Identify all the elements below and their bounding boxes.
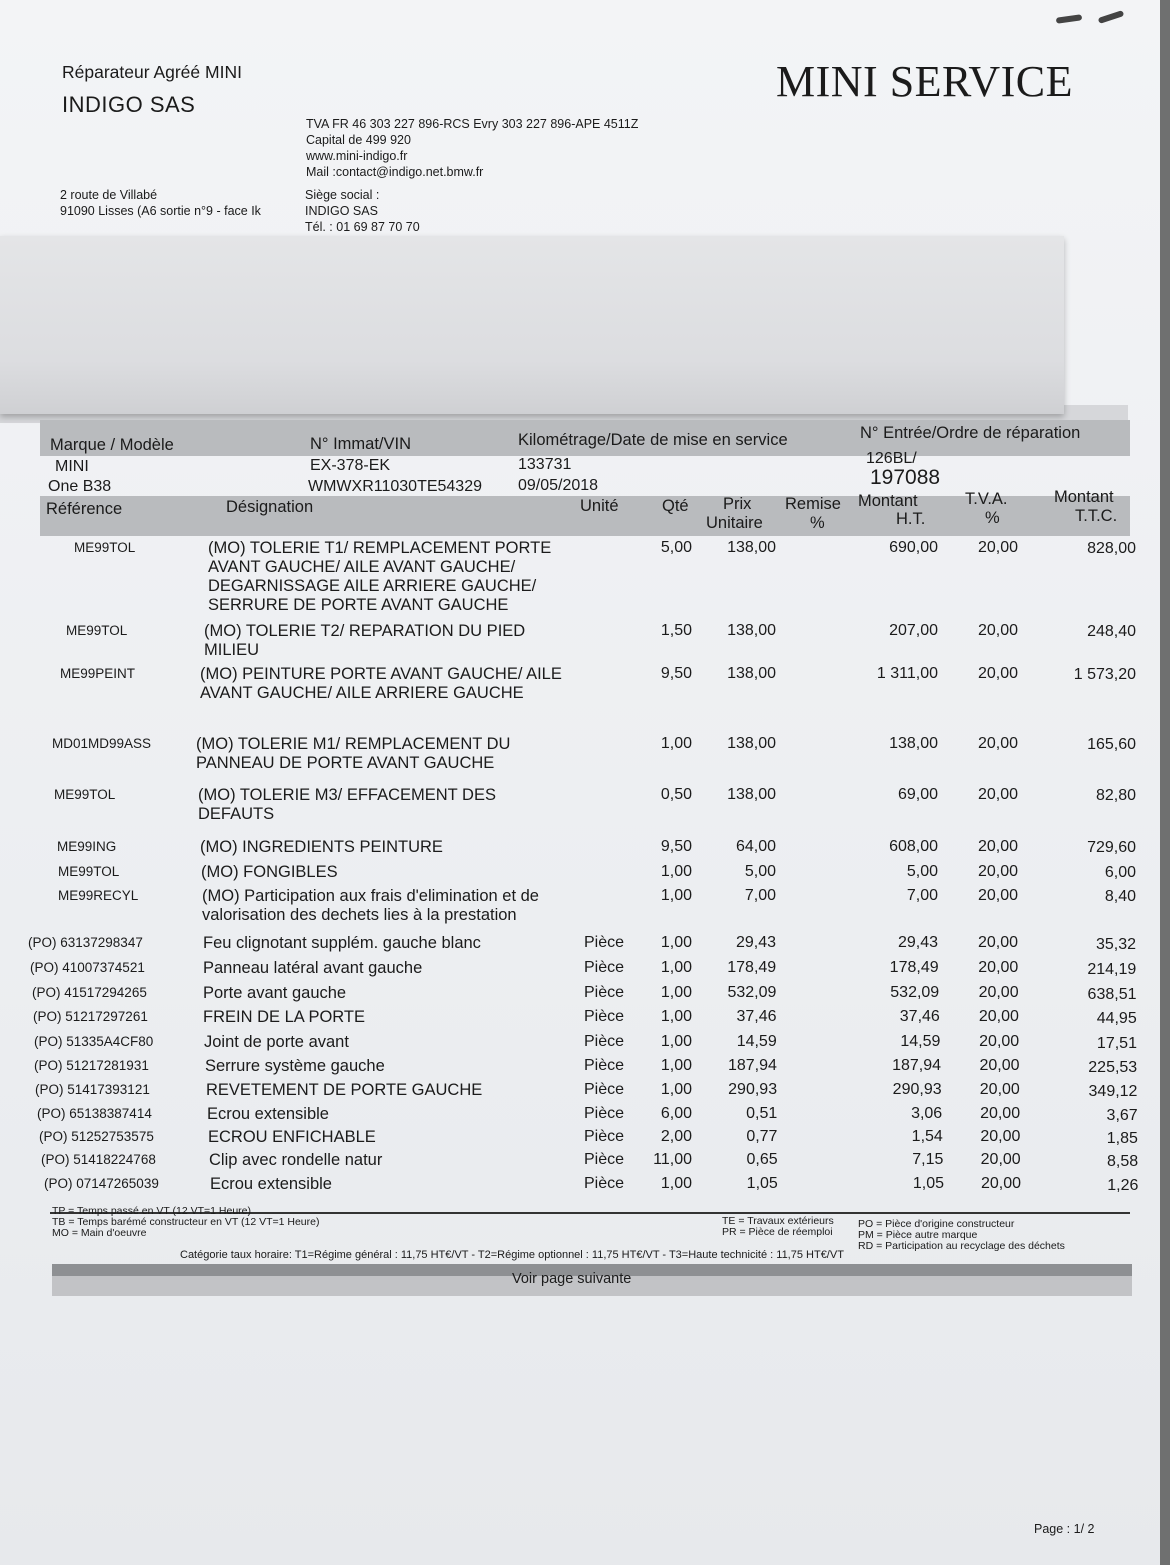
line-vat-rate: 20,00 [979,1057,1020,1074]
line-ref: (PO) 41007374521 [30,960,145,975]
line-vat-rate: 20,00 [979,1033,1020,1050]
line-unit-price: 138,00 [727,735,776,752]
col-tva-1: T.V.A. [965,490,1008,508]
line-amount-ttc: 165,60 [1087,736,1136,753]
line-unit-price: 14,59 [736,1033,777,1050]
line-unit: Pièce [584,1033,625,1050]
line-qty: 11,00 [653,1151,692,1168]
line-qty: 1,00 [660,934,692,951]
line-amount-ht: 1 311,00 [876,665,938,682]
line-designation: (MO) INGREDIENTS PEINTURE [200,838,443,856]
line-amount-ht: 138,00 [889,735,938,752]
line-amount-ttc: 1,85 [1106,1130,1138,1147]
line-vat-rate: 20,00 [978,984,1019,1001]
line-amount-ttc: 82,80 [1095,787,1136,804]
line-vat-rate: 20,00 [980,1151,1021,1168]
line-amount-ttc: 35,32 [1095,936,1136,953]
line-vat-rate: 20,00 [977,934,1018,951]
vehicle-immat: EX-378-EK [310,457,391,474]
col-designation: Désignation [226,498,314,516]
col-ttc-1: Montant [1054,488,1114,506]
line-qty: 1,00 [660,1033,692,1050]
line-unit: Pièce [584,984,625,1001]
line-unit: Pièce [584,1151,625,1168]
line-vat-rate: 20,00 [978,1008,1019,1025]
line-vat-rate: 20,00 [977,622,1018,639]
line-designation: (MO) TOLERIE T1/ REMPLACEMENT PORTE AVANT GAUCHE/ AILE AVANT GAUCHE/ DEGARNISSAGE AILE ARRIERE GAUCHE/ SERRURE DE PORTE AVANT GAUCHE [208,539,552,614]
km-label: Kilométrage/Date de mise en service [518,431,788,449]
line-vat-rate: 20,00 [977,665,1018,682]
line-unit: Pièce [584,959,625,976]
company-name: INDIGO SAS [62,92,196,117]
line-designation: Joint de porte avant [204,1033,349,1051]
line-vat-rate: 20,00 [977,539,1018,556]
line-amount-ht: 690,00 [889,539,938,556]
line-unit-price: 0,65 [746,1151,778,1168]
line-unit-price: 187,94 [727,1057,777,1074]
line-unit-price: 1,05 [746,1175,778,1192]
line-vat-rate: 20,00 [977,838,1018,855]
line-designation: (MO) TOLERIE M3/ EFFACEMENT DES DEFAUTS [198,786,496,823]
order-number: 197088 [870,466,941,489]
line-unit: Pièce [584,1081,625,1098]
repairer-label: Réparateur Agréé MINI [62,62,242,82]
order-label: N° Entrée/Ordre de réparation [860,424,1081,442]
immat-label: N° Immat/VIN [310,435,412,453]
line-vat-rate: 20,00 [980,1128,1021,1145]
line-amount-ttc: 44,95 [1096,1010,1137,1027]
service-date: 09/05/2018 [518,477,599,494]
line-designation: REVETEMENT DE PORTE GAUCHE [206,1081,483,1099]
brand-title: MINI SERVICE [776,57,1074,106]
line-unit-price: 178,49 [727,959,777,976]
line-qty: 9,50 [660,665,692,682]
line-vat-rate: 20,00 [977,887,1018,904]
line-unit-price: 64,00 [735,838,776,855]
line-unit: Pièce [584,1175,625,1192]
vehicle-km: 133731 [518,456,572,473]
line-amount-ht: 532,09 [890,984,940,1001]
line-designation: FREIN DE LA PORTE [203,1008,365,1026]
line-ref: ME99ING [57,839,117,854]
line-unit: Pièce [584,934,625,951]
col-ht-1: Montant [858,492,918,510]
line-amount-ht: 14,59 [900,1033,941,1050]
line-vat-rate: 20,00 [977,786,1018,803]
legend-time: TP = Temps passé en VT (12 VT=1 Heure) TB = Temps barémé constructeur en VT (12 VT=1 Heure) MO = Main d'oeuvre [52,1205,320,1239]
address: 2 route de Villabé 91090 Lisses (A6 sortie n°9 - face Ik [60,188,261,218]
line-unit: Pièce [584,1008,625,1025]
line-unit-price: 138,00 [727,539,776,556]
model-label: Marque / Modèle [50,436,174,454]
line-qty: 6,00 [660,1105,692,1122]
line-qty: 1,00 [660,984,692,1001]
line-vat-rate: 20,00 [980,1175,1021,1192]
line-amount-ttc: 1,26 [1107,1177,1139,1194]
line-unit-price: 0,51 [746,1105,778,1122]
line-designation: (MO) PEINTURE PORTE AVANT GAUCHE/ AILE AVANT GAUCHE/ AILE ARRIERE GAUCHE [200,665,562,702]
hourly-rate-categories: Catégorie taux horaire: T1=Régime général : 11,75 HT€/VT - T2=Régime optionnel : 11,75 HT€/VT - T3=Haute technicité : 11,75 HT€/VT [180,1249,844,1261]
line-vat-rate: 20,00 [977,863,1018,880]
line-qty: 9,50 [660,838,692,855]
line-amount-ttc: 8,40 [1104,888,1136,905]
line-amount-ht: 290,93 [892,1081,942,1098]
line-designation: Feu clignotant supplém. gauche blanc [203,934,481,952]
line-ref: ME99PEINT [60,666,136,681]
line-unit-price: 138,00 [727,786,776,803]
col-tva-2: % [985,509,1000,527]
vehicle-model: One B38 [48,478,112,495]
col-discount-1: Remise [785,495,841,513]
vehicle-vin: WMWXR11030TE54329 [308,478,482,495]
col-price-1: Prix [723,495,752,513]
line-qty: 1,50 [660,622,692,639]
line-amount-ht: 1,54 [911,1128,943,1145]
line-qty: 1,00 [660,1081,692,1098]
line-unit-price: 532,09 [727,984,777,1001]
vehicle-make: MINI [55,458,89,475]
head-office: Siège social : INDIGO SAS Tél. : 01 69 87 70 70 [305,188,420,234]
line-amount-ht: 29,43 [897,934,938,951]
line-ref: (PO) 51252753575 [39,1129,154,1144]
col-unit: Unité [580,497,619,515]
col-price-2: Unitaire [706,514,763,532]
line-ref: (PO) 51417393121 [35,1082,150,1097]
line-vat-rate: 20,00 [977,735,1018,752]
line-designation: Ecrou extensible [210,1175,332,1193]
line-designation: Clip avec rondelle natur [209,1151,383,1169]
line-qty: 1,00 [660,863,692,880]
line-amount-ht: 7,15 [912,1151,944,1168]
line-amount-ttc: 729,60 [1087,839,1136,856]
line-ref: (PO) 41517294265 [32,985,147,1000]
line-ref: ME99TOL [74,540,136,555]
line-designation: (MO) FONGIBLES [201,863,338,881]
line-qty: 1,00 [660,1008,692,1025]
line-amount-ttc: 248,40 [1087,623,1136,640]
line-qty: 2,00 [660,1128,692,1145]
line-unit-price: 7,00 [744,887,776,904]
line-ref: (PO) 51217281931 [34,1058,149,1073]
next-page-notice: Voir page suivante [512,1271,632,1287]
line-amount-ttc: 8,58 [1107,1153,1139,1170]
line-qty: 1,00 [660,959,692,976]
line-vat-rate: 20,00 [980,1105,1021,1122]
line-ref: (PO) 51335A4CF80 [34,1034,154,1049]
line-designation: (MO) TOLERIE T2/ REPARATION DU PIED MILIEU [204,622,526,659]
line-amount-ht: 5,00 [906,863,938,880]
line-ref: ME99RECYL [58,888,139,903]
legal-info: TVA FR 46 303 227 896-RCS Evry 303 227 896-APE 4511Z Capital de 499 920 www.mini-indigo.fr Mail :contact@indigo.net.bmw.fr [306,117,639,179]
line-amount-ht: 3,06 [911,1105,943,1122]
line-qty: 0,50 [660,786,692,803]
col-ref: Référence [46,500,123,518]
line-amount-ht: 37,46 [899,1008,940,1025]
folded-page-flap [0,236,1064,414]
line-unit-price: 37,46 [736,1008,777,1025]
line-amount-ht: 1,05 [912,1175,944,1192]
line-qty: 5,00 [660,539,692,556]
line-amount-ht: 178,49 [889,959,939,976]
line-amount-ttc: 349,12 [1088,1083,1138,1100]
line-designation: Panneau latéral avant gauche [203,959,423,977]
line-amount-ht: 608,00 [889,838,938,855]
line-qty: 1,00 [660,1175,692,1192]
line-amount-ttc: 225,53 [1088,1059,1138,1076]
line-unit-price: 138,00 [727,665,776,682]
line-ref: ME99TOL [54,787,116,802]
line-unit: Pièce [584,1057,625,1074]
line-designation: Serrure système gauche [205,1057,385,1075]
line-amount-ht: 7,00 [906,887,938,904]
line-ref: (PO) 07147265039 [44,1176,159,1191]
col-discount-2: % [810,514,825,532]
line-designation: Ecrou extensible [207,1105,329,1123]
line-amount-ttc: 1 573,20 [1073,666,1136,683]
legend-parts: PO = Pièce d'origine constructeur PM = Pièce autre marque RD = Participation au recyclage des déchets [858,1218,1065,1252]
line-amount-ttc: 638,51 [1087,986,1137,1003]
order-prefix: 126BL/ [866,450,917,467]
line-unit: Pièce [584,1105,625,1122]
line-amount-ttc: 6,00 [1104,864,1136,881]
line-unit-price: 29,43 [735,934,776,951]
line-ref: ME99TOL [58,864,120,879]
line-unit-price: 5,00 [744,863,776,880]
line-amount-ttc: 214,19 [1087,961,1137,978]
line-vat-rate: 20,00 [979,1081,1020,1098]
line-unit-price: 290,93 [728,1081,778,1098]
col-ttc-2: T.T.C. [1075,507,1118,525]
line-qty: 1,00 [660,887,692,904]
line-amount-ht: 69,00 [897,786,938,803]
line-amount-ttc: 828,00 [1087,540,1136,557]
line-ref: (PO) 51418224768 [41,1152,156,1167]
line-vat-rate: 20,00 [978,959,1019,976]
col-qty: Qté [662,497,689,515]
line-ref: ME99TOL [66,623,128,638]
line-ref: MD01MD99ASS [52,736,152,751]
legend-works: TE = Travaux extérieurs PR = Pièce de réemploi [722,1215,834,1238]
line-designation: ECROU ENFICHABLE [208,1128,376,1146]
line-amount-ht: 187,94 [892,1057,941,1074]
line-designation: (MO) TOLERIE M1/ REMPLACEMENT DU PANNEAU DE PORTE AVANT GAUCHE [196,735,511,772]
col-ht-2: H.T. [896,510,926,528]
page-number: Page : 1/ 2 [1034,1522,1095,1536]
line-unit: Pièce [584,1128,625,1145]
line-designation: Porte avant gauche [203,984,347,1002]
line-amount-ttc: 17,51 [1096,1035,1137,1052]
line-qty: 1,00 [660,735,692,752]
line-unit-price: 138,00 [727,622,776,639]
line-ref: (PO) 65138387414 [37,1106,152,1121]
line-qty: 1,00 [660,1057,692,1074]
line-amount-ht: 207,00 [889,622,938,639]
line-designation: (MO) Participation aux frais d'elimination et de valorisation des dechets lies à la prestation [202,887,539,924]
line-amount-ttc: 3,67 [1106,1107,1138,1124]
line-unit-price: 0,77 [746,1128,778,1145]
line-ref: (PO) 63137298347 [28,935,143,950]
line-ref: (PO) 51217297261 [33,1009,148,1024]
